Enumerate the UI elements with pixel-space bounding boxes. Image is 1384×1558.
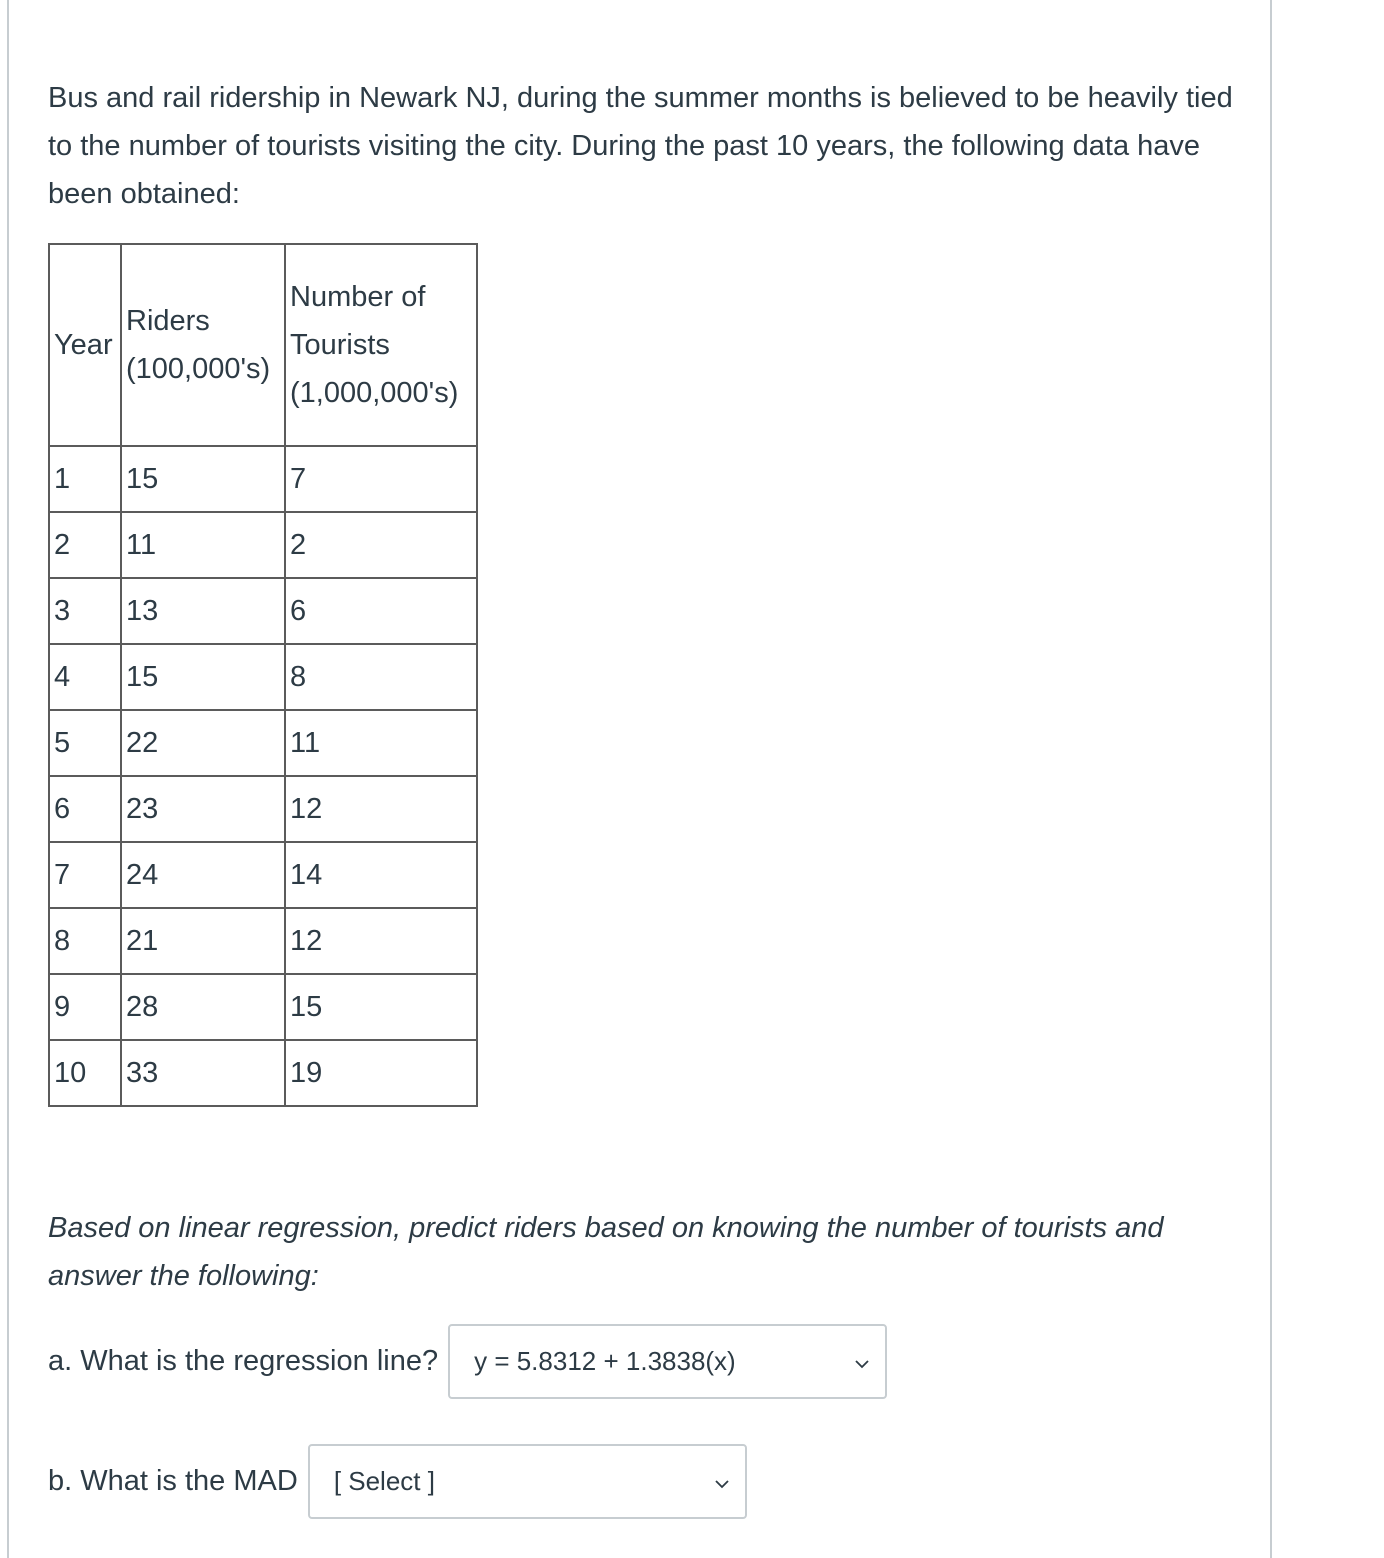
cell-tourists: 15 [285, 974, 477, 1040]
cell-year: 9 [49, 974, 121, 1040]
header-riders-line1: Riders [126, 305, 210, 337]
ridership-table [48, 243, 478, 1107]
regression-line-select[interactable] [448, 1324, 887, 1399]
cell-riders: 13 [121, 578, 285, 644]
header-tourists-line1: Number of [290, 281, 426, 313]
cell-riders: 11 [121, 512, 285, 578]
question-b-label: b. What is the MAD [48, 1465, 298, 1497]
cell-tourists: 6 [285, 578, 477, 644]
table-row [49, 710, 477, 776]
header-riders [121, 244, 285, 446]
question-text: Based on linear regression, predict riders based on knowing the number of tourists and answer the following: [48, 1212, 1164, 1292]
table-row [49, 776, 477, 842]
cell-tourists: 12 [285, 776, 477, 842]
question-a-label: a. What is the regression line? [48, 1345, 439, 1377]
cell-tourists: 2 [285, 512, 477, 578]
table-row [49, 644, 477, 710]
cell-year: 10 [49, 1040, 121, 1106]
cell-riders: 24 [121, 842, 285, 908]
table-row [49, 512, 477, 578]
cell-year: 4 [49, 644, 121, 710]
cell-year: 3 [49, 578, 121, 644]
cell-riders: 33 [121, 1040, 285, 1106]
cell-riders: 15 [121, 446, 285, 512]
cell-riders: 15 [121, 644, 285, 710]
mad-select[interactable] [308, 1444, 747, 1519]
question-content [48, 74, 1238, 1497]
table-row [49, 446, 477, 512]
cell-tourists: 19 [285, 1040, 477, 1106]
cell-tourists: 8 [285, 644, 477, 710]
table-row [49, 578, 477, 644]
table-row [49, 908, 477, 974]
mad-selected-value: [ Select ] [333, 1466, 435, 1496]
cell-riders: 23 [121, 776, 285, 842]
cell-riders: 28 [121, 974, 285, 1040]
header-tourists [285, 244, 477, 446]
chevron-down-icon [853, 1355, 871, 1373]
cell-year: 5 [49, 710, 121, 776]
question-b [48, 1444, 747, 1519]
cell-tourists: 11 [285, 710, 477, 776]
table-row [49, 842, 477, 908]
table-row [49, 974, 477, 1040]
cell-tourists: 12 [285, 908, 477, 974]
cell-riders: 21 [121, 908, 285, 974]
regression-line-selected-value: y = 5.8312 + 1.3838(x) [474, 1346, 736, 1376]
table-row [49, 1040, 477, 1106]
header-riders-line2: (100,000's) [126, 353, 271, 385]
header-tourists-line3: (1,000,000's) [290, 377, 459, 409]
cell-year: 6 [49, 776, 121, 842]
question-a [48, 1324, 887, 1399]
cell-year: 7 [49, 842, 121, 908]
cell-year: 1 [49, 446, 121, 512]
cell-tourists: 14 [285, 842, 477, 908]
cell-year: 2 [49, 512, 121, 578]
header-year: Year [49, 244, 121, 446]
table-header-row [49, 244, 477, 446]
cell-tourists: 7 [285, 446, 477, 512]
chevron-down-icon [713, 1475, 731, 1493]
header-tourists-line2: Tourists [290, 329, 390, 361]
intro-text: Bus and rail ridership in Newark NJ, during the summer months is believed to be heavily tied to the number of tourists visiting the city. During the past 10 years, the following data have been obtained: [48, 82, 1233, 210]
cell-riders: 22 [121, 710, 285, 776]
cell-year: 8 [49, 908, 121, 974]
